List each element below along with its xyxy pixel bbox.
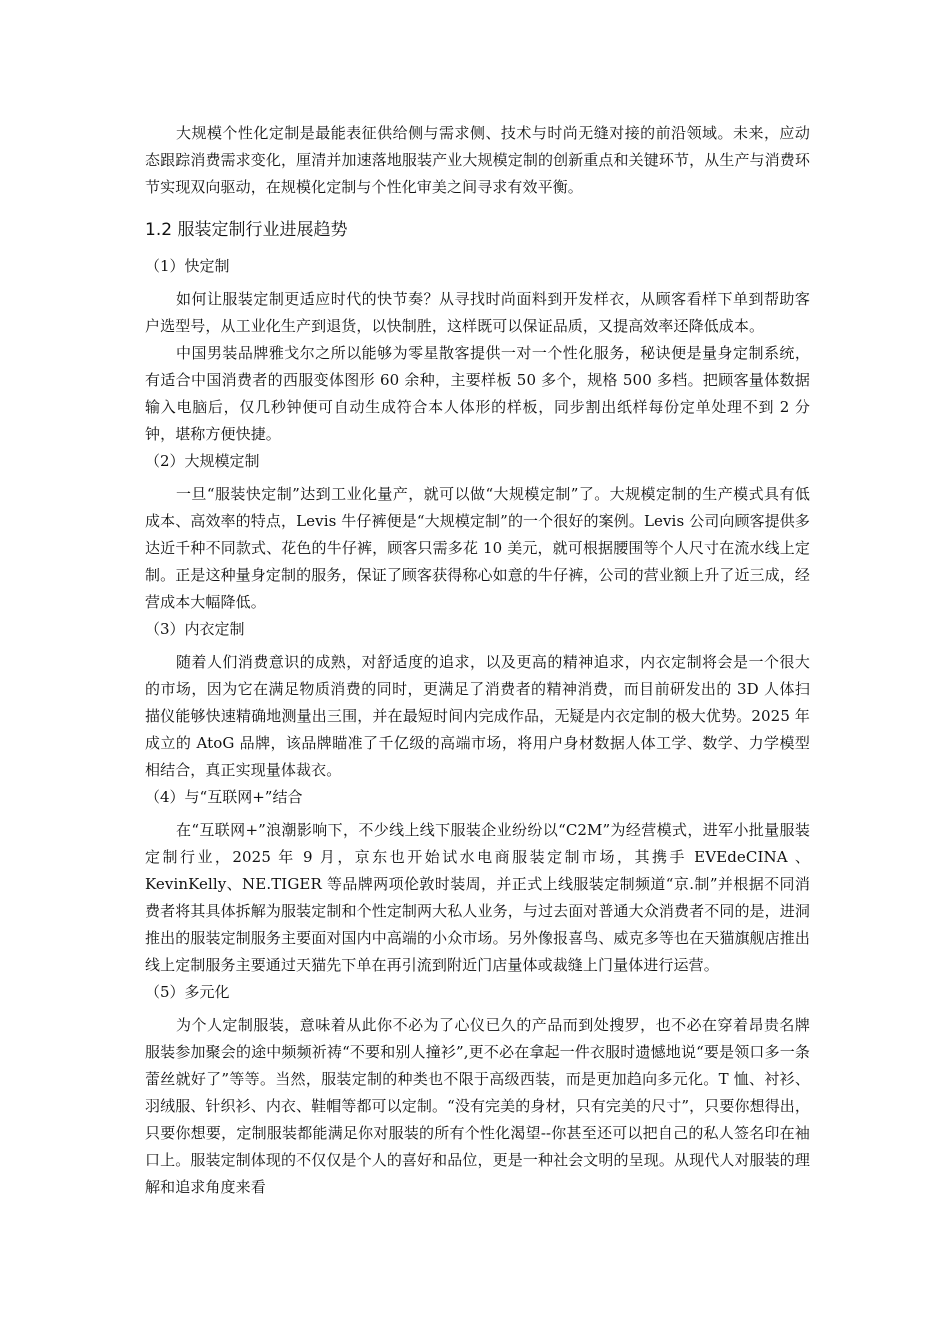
subsection-title-internet-plus: （4）与“互联网+”结合 <box>145 788 303 806</box>
paragraph-underwear-custom: 随着人们消费意识的成熟，对舒适度的追求，以及更高的精神追求，内衣定制将会是一个很大的市场，因为它在满足物质消费的同时，更满足了消费者的精神消费，而目前研发出的 3D 人体扫描仪能够快速精确地测量出三围，并在最短时间内完成作品，无疑是内衣定制的极大优势。2025 年成立的 AtoG 品牌，该品牌瞄准了千亿级的高端市场，将用户身材数据人体工学、数学、力学模型相结合，真正实现量体裁衣。 <box>145 653 810 779</box>
document-page <box>145 120 810 1201</box>
paragraph-fast-custom-1: 如何让服装定制更适应时代的快节奏？从寻找时尚面料到开发样衣，从顾客看样下单到帮助客户选型号，从工业化生产到退货，以快制胜，这样既可以保证品质，又提高效率还降低成本。 <box>145 290 810 335</box>
subsection-title-mass-custom: （2）大规模定制 <box>145 452 260 470</box>
section-heading: 1.2 服装定制行业进展趋势 <box>145 220 348 240</box>
paragraph-internet-plus: 在“互联网+”浪潮影响下，不少线上线下服装企业纷纷以“C2M”为经营模式，进军小批量服装定制行业，2025 年 9 月，京东也开始试水电商服装定制市场，其携手 EVEdeCINA 、KevinKelly、NE.TIGER 等品牌两项伦敦时装周，并正式上线服装定制频道“京.制”并根据不同消费者将其具体拆解为服装定制和个性定制两大私人业务，与过去面对普通大众消费者不同的是，进洞推出的服装定制服务主要面对国内中高端的小众市场。另外像报喜鸟、威克多等也在天猫旗舰店推出线上定制服务主要通过天猫先下单在再引流到附近门店量体或裁缝上门量体进行运营。 <box>145 821 810 974</box>
paragraph-mass-custom: 一旦“服装快定制”达到工业化量产，就可以做“大规模定制”了。大规模定制的生产模式具有低成本、高效率的特点，Levis 牛仔裤便是“大规模定制”的一个很好的案例。Levis 公司向顾客提供多达近千种不同款式、花色的牛仔裤，顾客只需多花 10 美元，就可根据腰围等个人尺寸在流水线上定制。正是这种量身定制的服务，保证了顾客获得称心如意的牛仔裤，公司的营业额上升了近三成，经营成本大幅降低。 <box>145 485 810 611</box>
subsection-title-diversification: （5）多元化 <box>145 983 230 1001</box>
subsection-title-fast-custom: （1）快定制 <box>145 257 230 275</box>
paragraph-fast-custom-2: 中国男装品牌雅戈尔之所以能够为零星散客提供一对一个性化服务，秘诀便是量身定制系统，有适合中国消费者的西服变体图形 60 余种，主要样板 50 多个，规格 500 多档。把顾客量体数据输入电脑后，仅几秒钟便可自动生成符合本人体形的样板，同步割出纸样每份定单处理不到 2 分钟，堪称方便快捷。 <box>145 344 810 443</box>
intro-paragraph: 大规模个性化定制是最能表征供给侧与需求侧、技术与时尚无缝对接的前沿领域。未来，应动态跟踪消费需求变化，厘清并加速落地服装产业大规模定制的创新重点和关键环节，从生产与消费环节实现双向驱动，在规模化定制与个性化审美之间寻求有效平衡。 <box>145 124 810 196</box>
subsection-title-underwear-custom: （3）内衣定制 <box>145 620 245 638</box>
paragraph-diversification: 为个人定制服装，意味着从此你不必为了心仪已久的产品而到处搜罗，也不必在穿着昂贵名牌服装参加聚会的途中频频祈祷“不要和别人撞衫”,更不必在拿起一件衣服时遗憾地说“要是领口多一条蕾丝就好了”等等。当然，服装定制的种类也不限于高级西装，而是更加趋向多元化。T 恤、衬衫、羽绒服、针织衫、内衣、鞋帽等都可以定制。“没有完美的身材，只有完美的尺寸”，只要你想得出，只要你想要，定制服装都能满足你对服装的所有个性化渴望--你甚至还可以把自己的私人签名印在袖口上。服装定制体现的不仅仅是个人的喜好和品位，更是一种社会文明的呈现。从现代人对服装的理解和追求角度来看 <box>145 1016 810 1196</box>
